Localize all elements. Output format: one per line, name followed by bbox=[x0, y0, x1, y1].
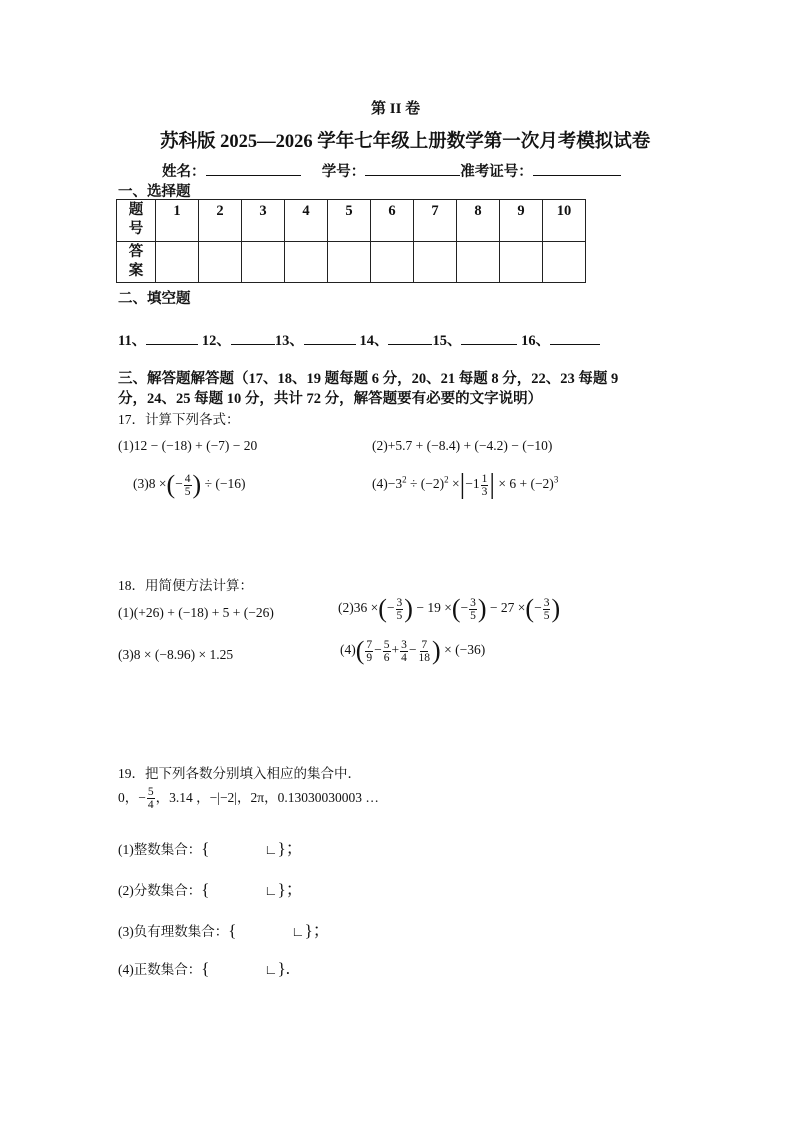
name-label: 姓名： bbox=[162, 164, 206, 180]
fraction: $\frac{7}{18}$ bbox=[418, 638, 431, 664]
blank-14[interactable] bbox=[388, 331, 432, 345]
col-1: 1 bbox=[156, 200, 199, 242]
fraction: $\frac{3}{5}$ bbox=[470, 596, 476, 622]
blank-13[interactable] bbox=[304, 331, 356, 345]
q18-part-4: (4)( $\frac{7}{9}$ − $\frac{5}{6}$ + $\frac{3}{4}$ − $\frac{7}{18}$ ) × (−36) bbox=[340, 636, 486, 665]
fraction: $\frac{3}{5}$ bbox=[543, 596, 550, 622]
q17-part-3: (3)8 ×(− $\frac{4}{5}$ ) ÷ (−16) bbox=[133, 470, 246, 499]
set-positives: (4)正数集合：{ ∟}. bbox=[118, 959, 291, 978]
section-3-heading-line-1: 三、解答题解答题（17、18、19 题每题 6 分，20、21 每题 8 分，22、23 每题 9 bbox=[118, 371, 619, 387]
col-4: 4 bbox=[285, 200, 328, 242]
col-3: 3 bbox=[242, 200, 285, 242]
student-info-row bbox=[162, 160, 621, 181]
answer-cell[interactable] bbox=[500, 242, 543, 283]
blank-11-label: 11、 bbox=[118, 333, 147, 349]
q18-title: 18．用简便方法计算： bbox=[118, 578, 253, 593]
answer-header: 答案 bbox=[117, 242, 156, 283]
fraction: $\frac{1}{3}$ bbox=[481, 472, 488, 498]
col-9: 9 bbox=[500, 200, 543, 242]
answer-cell[interactable] bbox=[328, 242, 371, 283]
col-8: 8 bbox=[457, 200, 500, 242]
answer-cell[interactable] bbox=[285, 242, 328, 283]
fill-blank-row bbox=[118, 329, 600, 350]
student-id-label: 学号： bbox=[321, 164, 366, 180]
blank-12[interactable] bbox=[231, 331, 275, 345]
answer-cell[interactable] bbox=[543, 242, 586, 283]
set-integers-input[interactable] bbox=[209, 841, 264, 854]
blank-11[interactable] bbox=[146, 331, 198, 345]
blank-12-label: 12、 bbox=[201, 333, 231, 349]
fraction: $\frac{5}{4}$ bbox=[147, 786, 154, 812]
answer-cell[interactable] bbox=[242, 242, 285, 283]
q18-part-3: (3)8 × (−8.96) × 1.25 bbox=[118, 647, 234, 662]
answer-table bbox=[116, 199, 586, 283]
student-id-field[interactable] bbox=[365, 162, 460, 176]
q19-title: 19．把下列各数分别填入相应的集合中． bbox=[118, 766, 361, 781]
exam-number-label: 准考证号： bbox=[460, 164, 533, 180]
blank-16-label: 16、 bbox=[521, 333, 551, 349]
q17-part-2: (2)+5.7 + (−8.4) + (−4.2) − (−10) bbox=[372, 438, 553, 453]
blank-14-label: 14、 bbox=[359, 333, 389, 349]
q18-part-2: (2)36 ×(− $\frac{3}{5}$ ) − 19 ×(− $\frac{3}{5}$ ) − 27 ×(− $\frac{3}{5}$ ) bbox=[338, 594, 561, 623]
fraction: $\frac{3}{5}$ bbox=[396, 596, 403, 622]
set-fractions: (2)分数集合：{ ∟}； bbox=[118, 880, 303, 899]
col-5: 5 bbox=[328, 200, 371, 242]
volume-label: 第 II 卷 bbox=[371, 101, 421, 117]
page-title: 苏科版 2025—2026 学年七年级上册数学第一次月考模拟试卷 bbox=[160, 132, 651, 152]
col-2: 2 bbox=[199, 200, 242, 242]
section-3-heading-line-2: 分，24、25 每题 10 分，共计 72 分，解答题要有必要的文字说明） bbox=[118, 391, 543, 407]
q18-part-1: (1)(+26) + (−18) + 5 + (−26) bbox=[118, 605, 274, 620]
col-7: 7 bbox=[414, 200, 457, 242]
section-2-heading: 二、填空题 bbox=[118, 291, 191, 307]
q17-part-1: (1)12 − (−18) + (−7) − 20 bbox=[118, 438, 258, 453]
answer-cell[interactable] bbox=[414, 242, 457, 283]
fraction: $\frac{5}{6}$ bbox=[383, 638, 390, 664]
question-number-header: 题号 bbox=[117, 200, 156, 242]
q17-title: 17．计算下列各式： bbox=[118, 412, 240, 427]
col-6: 6 bbox=[371, 200, 414, 242]
set-integers: (1)整数集合：{ ∟}； bbox=[118, 839, 303, 858]
exam-number-field[interactable] bbox=[533, 162, 621, 176]
fraction: $\frac{3}{4}$ bbox=[401, 638, 407, 664]
answer-cell[interactable] bbox=[199, 242, 242, 283]
set-negative-rationals-input[interactable] bbox=[236, 923, 291, 936]
answer-cell[interactable] bbox=[371, 242, 414, 283]
set-negative-rationals: (3)负有理数集合：{ ∟}； bbox=[118, 921, 330, 940]
answer-cell[interactable] bbox=[156, 242, 199, 283]
q17-part-4: $(4)-3^2 \div (-2)^2 \times|-1$ $\frac{1}{3}$ | × $6 + (-2)^3$ bbox=[372, 469, 559, 500]
col-10: 10 bbox=[543, 200, 586, 242]
fraction: $\frac{7}{9}$ bbox=[366, 638, 373, 664]
set-fractions-input[interactable] bbox=[209, 882, 264, 895]
blank-13-label: 13、 bbox=[274, 333, 304, 349]
blank-15[interactable] bbox=[461, 331, 517, 345]
section-1-heading: 一、选择题 bbox=[118, 184, 191, 200]
blank-15-label: 15、 bbox=[432, 333, 462, 349]
set-positives-input[interactable] bbox=[209, 961, 264, 974]
blank-16[interactable] bbox=[550, 331, 600, 345]
name-field[interactable] bbox=[206, 162, 301, 176]
fraction: $\frac{4}{5}$ bbox=[184, 472, 191, 498]
q19-number-list: 0，− $\frac{5}{4}$ ，3.14 ，−|−2|，2π，0.13030030003 … bbox=[118, 786, 379, 812]
answer-cell[interactable] bbox=[457, 242, 500, 283]
